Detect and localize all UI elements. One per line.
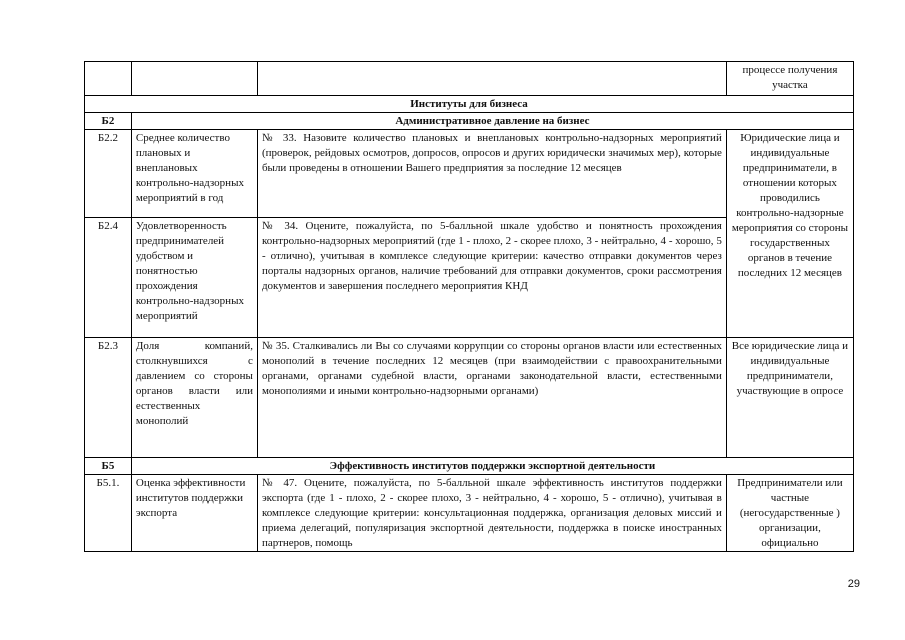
table-row (85, 338, 854, 458)
question-cell: № 47. Оцените, пожалуйста, по 5-балльной шкале эффективность институтов поддержки экспорта (где 1 - плохо, 2 - скорее плохо, 3 - нейтрально, 4 - хорошо, 5 - отлично), учитывая в комплексе следующие критерии: консультационная поддержка, организация деловых миссий и приема делегаций, популяризация экспортной деятельности, поддержка в поиске иностранных партнеров, помощь (257, 475, 726, 552)
section-title: Институты для бизнеса (85, 96, 854, 113)
indicator-cell: Удовлетворенность предпринимателей удобством и понятностью прохождения контрольно-надзорных мероприятий (131, 218, 257, 338)
question-cell: № 35. Сталкивались ли Вы со случаями коррупции со стороны органов власти или естественных монополий в течение последних 12 месяцев (при взаимодействии с правоохранительными органами, органами судебной власти, органами законодательной власти, естественными монополиями и иными контрольно-надзорными органами) (257, 338, 726, 458)
table-row (85, 62, 854, 96)
code-cell: Б2.4 (85, 218, 132, 338)
group-code: Б2 (85, 113, 132, 130)
table-row (85, 130, 854, 218)
respondents-cell: Юридические лица и индивидуальные предприниматели, в отношении которых проводились контрольно-надзорные мероприятия со стороны государственных органов в течение последних 12 месяцев (726, 130, 853, 338)
indicator-cell (131, 62, 257, 96)
group-title: Эффективность институтов поддержки экспортной деятельности (131, 458, 853, 475)
indicator-cell: Оценка эффективности институтов поддержки экспорта (131, 475, 257, 552)
respondents-cell: Предприниматели или частные (негосударственные ) организации, официально (726, 475, 853, 552)
group-header-row (85, 113, 854, 130)
table-row (85, 475, 854, 552)
section-header-row (85, 96, 854, 113)
group-code: Б5 (85, 458, 132, 475)
code-cell: Б5.1. (85, 475, 132, 552)
respondents-cell: процессе получения участка (726, 62, 853, 96)
group-title: Административное давление на бизнес (131, 113, 853, 130)
indicator-cell: Среднее количество плановых и внеплановых контрольно-надзорных мероприятий в год (131, 130, 257, 218)
question-cell (257, 62, 726, 96)
survey-table (84, 61, 854, 552)
group-header-row (85, 458, 854, 475)
page-number: 29 (847, 578, 860, 590)
code-cell: Б2.2 (85, 130, 132, 218)
code-cell: Б2.3 (85, 338, 132, 458)
question-cell: № 33. Назовите количество плановых и внеплановых контрольно-надзорных мероприятий (проверок, рейдовых осмотров, допросов, опросов и других юридически значимых мер), которые были проведены в отношении Вашего предприятия за последние 12 месяцев (257, 130, 726, 218)
code-cell (85, 62, 132, 96)
question-cell: № 34. Оцените, пожалуйста, по 5-балльной шкале удобство и понятность прохождения контрольно-надзорных мероприятий (где 1 - плохо, 2 - скорее плохо, 3 - нейтрально, 4 - хорошо, 5 - отлично), учитывая в комплексе следующие критерии: качество отправки документов через порталы надзорных органов, наличие требований для отправки документов, сроки рассмотрения документов и завершения последнего мероприятия КНД (257, 218, 726, 338)
indicator-cell: Доля компаний, столкнувшихся с давлением со стороны органов власти или естественных монополий (131, 338, 257, 458)
respondents-cell: Все юридические лица и индивидуальные предприниматели, участвующие в опросе (726, 338, 853, 458)
